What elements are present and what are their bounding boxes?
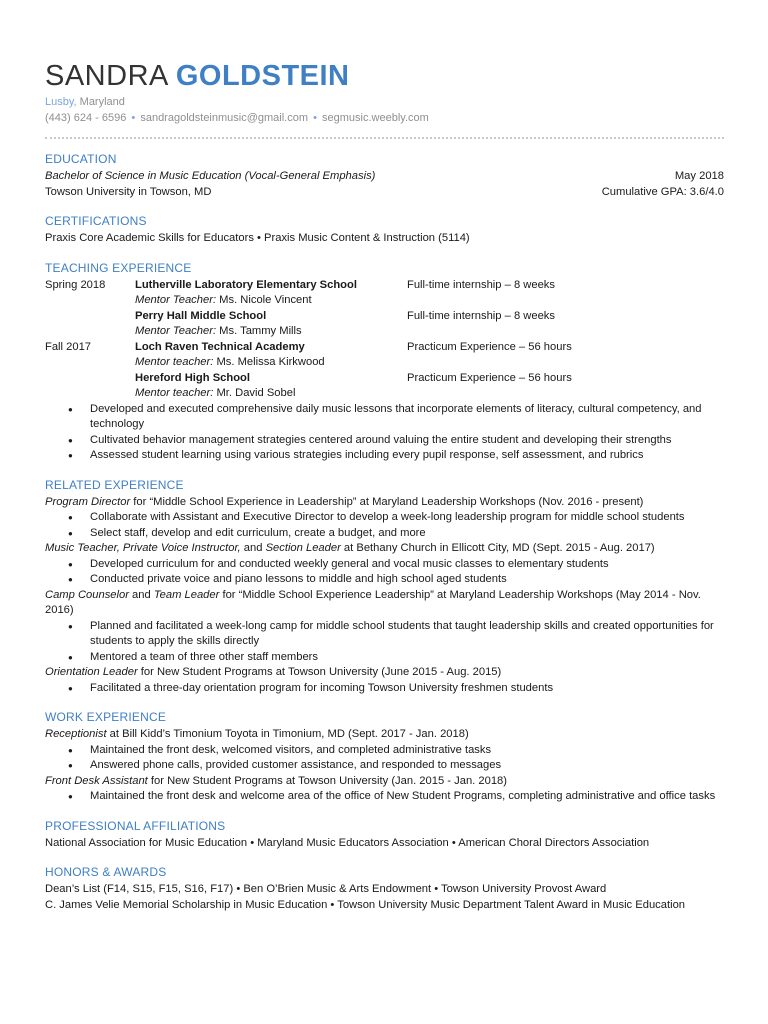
role-title: Program Director <box>45 495 131 508</box>
bullet-item: ● Cultivated behavior management strategies centered around valuing the entire student and developing their strengths <box>90 433 724 449</box>
bullet-item: ● Developed curriculum for and conducted weekly general and vocal music classes to elementary students <box>90 557 724 573</box>
mentor-row <box>45 386 724 402</box>
role-title: Camp Counselor <box>45 588 129 601</box>
honors-line: Dean’s List (F14, S15, F15, S16, F17) • Ben O’Brien Music & Arts Endowment • Towson University Provost Award <box>45 883 607 895</box>
role-bullets <box>45 619 724 666</box>
role-line <box>45 588 724 619</box>
term <box>45 371 135 387</box>
term: Fall 2017 <box>45 340 92 353</box>
role-title: Team Leader <box>153 588 220 601</box>
role-detail: for New Student Programs at Towson University (Jan. 2015 - Jan. 2018) <box>147 774 508 787</box>
teaching-bullets <box>45 402 724 464</box>
honors-heading: HONORS & AWARDS <box>45 865 167 879</box>
city: Lusby, <box>45 96 77 108</box>
role-title: Section Leader <box>265 542 341 554</box>
mentor-name: Ms. Nicole Vincent <box>219 294 312 306</box>
term: Spring 2018 <box>45 278 106 291</box>
teaching-entry <box>45 340 724 356</box>
role-line <box>45 727 724 743</box>
role-line <box>45 774 724 790</box>
mentor-label: Mentor Teacher: <box>135 325 217 337</box>
mentor-label: Mentor teacher: <box>135 387 214 399</box>
certifications-text: Praxis Core Academic Skills for Educators • Praxis Music Content & Instruction (5114) <box>45 232 470 244</box>
phone: (443) 624 - 6596 <box>45 112 127 124</box>
bullet-item: ● Select staff, develop and edit curriculum, create a budget, and more <box>90 526 724 542</box>
school: Towson University in Towson, MD <box>45 185 212 198</box>
bullet-item: ● Assessed student learning using various strategies including every pupil response, self assessment, and rubrics <box>90 448 724 464</box>
conjunction: and <box>128 588 154 601</box>
school-name: Perry Hall Middle School <box>135 309 267 322</box>
role-bullets <box>45 681 724 697</box>
bullet-item: ● Maintained the front desk and welcome area of the office of New Student Programs, completing administrative and office tasks <box>90 789 724 805</box>
role-detail: at Bill Kidd’s Timonium Toyota in Timonium, MD (Sept. 2017 - Jan. 2018) <box>106 728 469 740</box>
role-bullets <box>45 557 724 588</box>
conjunction: and <box>240 542 266 554</box>
school-name: Loch Raven Technical Academy <box>135 340 305 353</box>
bullet-item: ● Mentored a team of three other staff members <box>90 650 724 666</box>
affiliations-heading: PROFESSIONAL AFFILIATIONS <box>45 818 226 833</box>
degree-row <box>45 169 724 185</box>
honors-line: C. James Velie Memorial Scholarship in Music Education • Towson University Music Department Talent Award in Music Education <box>45 898 686 911</box>
teaching-entry <box>45 278 724 294</box>
affiliations-text: National Association for Music Education • Maryland Music Educators Association • American Choral Directors Association <box>45 836 650 849</box>
school-row <box>45 185 724 201</box>
last-name: GOLDSTEIN <box>175 60 350 92</box>
state: Maryland <box>79 96 125 108</box>
work-heading: WORK EXPERIENCE <box>45 710 167 724</box>
certifications-heading: CERTIFICATIONS <box>45 214 147 228</box>
divider <box>45 137 724 139</box>
mentor-label: Mentor Teacher: <box>135 294 217 306</box>
term <box>45 309 135 325</box>
applicant-name <box>45 58 724 94</box>
role-line <box>45 541 724 557</box>
bullet-item: ● Maintained the front desk, welcomed visitors, and completed administrative tasks <box>90 743 724 759</box>
mentor-name: Ms. Tammy Mills <box>219 325 302 337</box>
teaching-entry <box>45 309 724 325</box>
teaching-heading: TEACHING EXPERIENCE <box>45 260 192 275</box>
role-line <box>45 665 724 681</box>
affiliations-section <box>45 818 724 852</box>
bullet-item: ● Conducted private voice and piano lessons to middle and high school aged students <box>90 572 724 588</box>
education-section <box>45 151 724 200</box>
website-link[interactable]: segmusic.weebly.com <box>322 112 429 124</box>
mentor-label: Mentor teacher: <box>135 356 214 368</box>
placement-type: Full-time internship – 8 weeks <box>407 309 555 322</box>
mentor-name: Mr. David Sobel <box>216 387 296 399</box>
role-bullets <box>45 789 724 805</box>
bullet-item: ● Answered phone calls, provided customer assistance, and responded to messages <box>90 758 724 774</box>
school-name: Lutherville Laboratory Elementary School <box>135 278 357 291</box>
mentor-name: Ms. Melissa Kirkwood <box>216 356 325 368</box>
role-detail: for “Middle School Experience in Leadership” at Maryland Leadership Workshops (Nov. 2016 - present) <box>130 495 644 508</box>
role-title: Receptionist <box>45 728 107 740</box>
teaching-section <box>45 260 724 464</box>
role-title: Music Teacher, Private Voice Instructor, <box>45 542 241 554</box>
role-title: Front Desk Assistant <box>45 774 148 787</box>
separator: • <box>313 112 317 124</box>
email-link[interactable]: sandragoldsteinmusic@gmail.com <box>140 112 309 124</box>
related-section <box>45 477 724 697</box>
placement-type: Practicum Experience – 56 hours <box>407 371 572 384</box>
bullet-item: ● Facilitated a three-day orientation program for incoming Towson University freshmen students <box>90 681 724 697</box>
role-detail: for New Student Programs at Towson University (June 2015 - Aug. 2015) <box>137 666 502 678</box>
placement-type: Practicum Experience – 56 hours <box>407 340 572 353</box>
degree: Bachelor of Science in Music Education (Vocal-General Emphasis) <box>45 170 376 182</box>
bullet-item: ● Planned and facilitated a week-long camp for middle school students that taught leadership skills and created opportunities for students to apply the skills directly <box>90 619 724 650</box>
location <box>45 94 724 110</box>
bullet-item: ● Collaborate with Assistant and Executive Director to develop a week-long leadership program for middle school students <box>90 510 724 526</box>
honors-section <box>45 864 724 913</box>
school-name: Hereford High School <box>135 371 250 384</box>
mentor-row <box>45 324 724 340</box>
role-line <box>45 495 724 511</box>
contact-line <box>45 110 724 126</box>
mentor-row <box>45 293 724 309</box>
placement-type: Full-time internship – 8 weeks <box>407 278 555 291</box>
education-heading: EDUCATION <box>45 152 117 166</box>
related-heading: RELATED EXPERIENCE <box>45 477 184 492</box>
gpa: Cumulative GPA: 3.6/4.0 <box>601 185 724 198</box>
graduation-date: May 2018 <box>674 170 724 182</box>
mentor-row <box>45 355 724 371</box>
teaching-entry <box>45 371 724 387</box>
role-bullets <box>45 743 724 774</box>
role-detail: for “Middle School Experience Leadership” at Maryland Leadership Workshops (May 2014 - Nov. 2016) <box>45 588 701 616</box>
work-section <box>45 709 724 805</box>
certifications-section <box>45 213 724 247</box>
role-title: Orientation Leader <box>45 666 138 678</box>
role-detail: at Bethany Church in Ellicott City, MD (Sept. 2015 - Aug. 2017) <box>340 542 655 554</box>
separator: • <box>131 112 136 124</box>
bullet-item: ● Developed and executed comprehensive daily music lessons that incorporate elements of literacy, cultural competency, and technology <box>90 402 724 433</box>
role-bullets <box>45 510 724 541</box>
first-name: SANDRA <box>45 60 168 92</box>
